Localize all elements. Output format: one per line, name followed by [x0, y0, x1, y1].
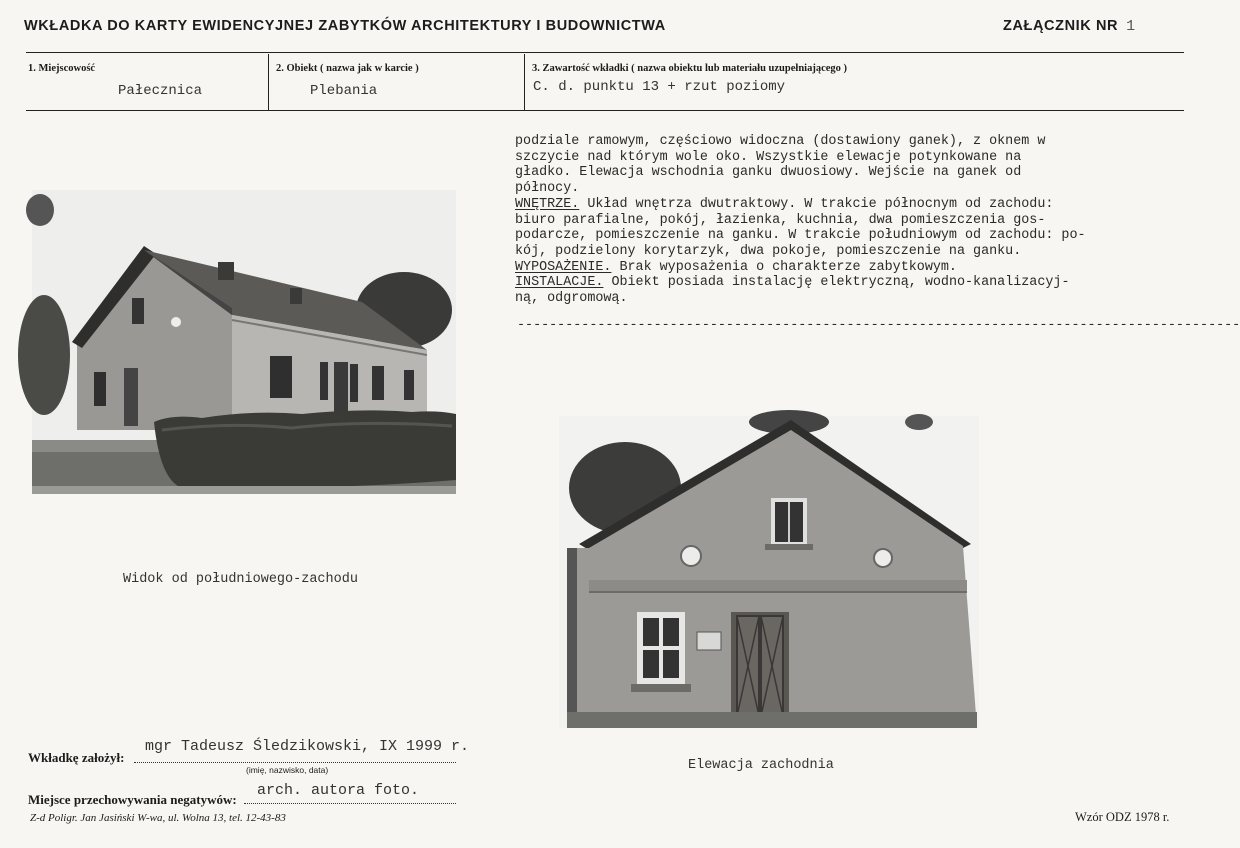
form-version: Wzór ODZ 1978 r. [1075, 810, 1170, 824]
desc-line: szczycie nad którym wole oko. Wszystkie elewacje potynkowane na [515, 149, 1022, 165]
dashed-separator: ------------------------------------------------------------------------------------------ [517, 318, 1240, 333]
locality-label: 1. Miejscowość [28, 63, 96, 74]
equipment-heading: WYPOSAŻENIE. [515, 259, 612, 275]
desc-line: gładko. Elewacja wschodnia ganku dwuosiowy. Wejście na ganek od [515, 165, 1022, 181]
annex-label-text: ZAŁĄCZNIK NR [1003, 18, 1119, 34]
content-label: 3. Zawartość wkładki ( nazwa obiektu lub materiału uzupełniającego ) [532, 63, 848, 74]
locality-value: Pałecznica [118, 83, 203, 99]
photo-caption-southwest: Widok od południowego-zachodu [123, 572, 358, 587]
field-divider [524, 54, 525, 110]
elevation-photo-illustration [559, 416, 979, 728]
photo-southwest-view [32, 190, 456, 494]
printer-imprint: Z-d Poligr. Jan Jasiński W-wa, ul. Wolna 13, tel. 12-43-83 [30, 812, 286, 824]
house-photo-illustration [32, 190, 456, 494]
fields-bottom-rule [26, 110, 1184, 111]
photo-caption-west: Elewacja zachodnia [688, 758, 834, 773]
interior-heading: WNĘTRZE. [515, 196, 580, 212]
object-label: 2. Obiekt ( nazwa jak w karcie ) [276, 63, 419, 74]
interior-line: Układ wnętrza dwutraktowy. W trakcie północnym od zachodu: [579, 196, 1054, 212]
description-text [515, 134, 1155, 307]
interior-line: kój, podzielony korytarzyk, dwa pokoje, pomieszczenie na ganku. [515, 243, 1022, 259]
desc-line: północy. [515, 181, 580, 197]
negatives-value: arch. autora foto. [257, 782, 420, 799]
founder-label: Wkładkę założył: [28, 750, 125, 765]
installations-line: ną, odgromową. [515, 291, 628, 307]
founder-value: mgr Tadeusz Śledzikowski, IX 1999 r. [145, 738, 470, 755]
interior-line: podarcze, pomieszczenie na ganku. W trakcie południowym od zachodu: po- [515, 228, 1086, 244]
annex-label [1003, 18, 1136, 35]
installations-heading: INSTALACJE. [515, 275, 604, 291]
installations-line: Obiekt posiada instalację elektryczną, wodno-kanalizacyj- [603, 275, 1070, 291]
founder-hint: (imię, nazwisko, data) [246, 765, 329, 775]
photo-west-elevation [559, 416, 979, 728]
founder-dotted-line [134, 762, 456, 763]
negatives-dotted-line [244, 803, 456, 804]
form-title: WKŁADKA DO KARTY EWIDENCYJNEJ ZABYTKÓW ARCHITEKTURY I BUDOWNICTWA [24, 18, 666, 34]
desc-line: podziale ramowym, częściowo widoczna (dostawiony ganek), z oknem w [515, 134, 1046, 149]
negatives-label: Miejsce przechowywania negatywów: [28, 792, 237, 807]
field-divider [268, 54, 269, 110]
content-value: C. d. punktu 13 + rzut poziomy [533, 79, 786, 95]
annex-number: 1 [1126, 18, 1136, 35]
equipment-text: Brak wyposażenia o charakterze zabytkowym. [611, 259, 957, 275]
interior-line: biuro parafialne, pokój, łazienka, kuchnia, dwa pomieszczenia gos- [515, 212, 1046, 228]
top-rule [26, 52, 1184, 53]
object-value: Plebania [310, 83, 378, 99]
